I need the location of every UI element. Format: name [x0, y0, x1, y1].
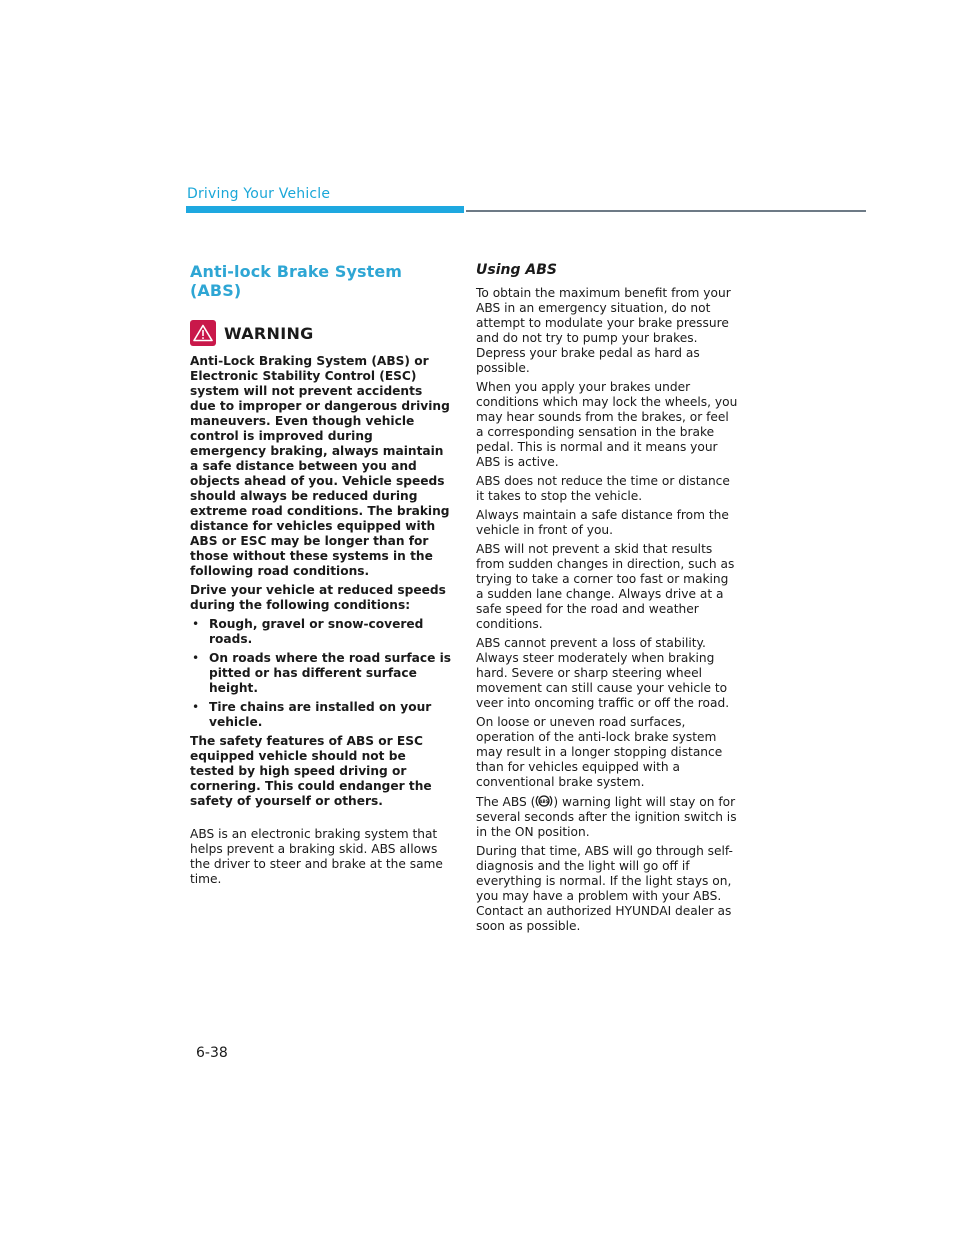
- header-accent-rule: [186, 206, 464, 213]
- abs-icon-text: ABS: [539, 798, 550, 804]
- section-title: Anti-lock Brake System (ABS): [190, 262, 403, 300]
- list-item: • Rough, gravel or snow-covered roads.: [190, 617, 452, 647]
- warning-label: WARNING: [224, 323, 314, 343]
- body-paragraph: ABS does not reduce the time or distance it takes to stop the vehicle.: [476, 474, 730, 503]
- body-paragraph: Always maintain a safe distance from the vehicle in front of you.: [476, 508, 729, 537]
- subsection-title: Using ABS: [476, 262, 557, 278]
- left-column: [190, 262, 452, 891]
- abs-warning-light-icon: [535, 794, 553, 808]
- page-number: 6-38: [196, 1045, 228, 1061]
- warning-icon: [190, 320, 216, 346]
- running-header: Driving Your Vehicle: [187, 186, 331, 202]
- abs-light-text-before: The ABS (: [476, 795, 536, 809]
- body-paragraph: On loose or uneven road surfaces, operation of the anti-lock brake system may result in a longer stopping distance than for vehicles equipped with a conventional brake system.: [476, 715, 723, 789]
- warning-header: [190, 320, 452, 346]
- warning-paragraph: The safety features of ABS or ESC equipped vehicle should not be tested by high speed driving or cornering. This could endanger the safety of yourself or others.: [190, 734, 432, 808]
- list-item: • Tire chains are installed on your vehicle.: [190, 700, 452, 730]
- body-paragraph: During that time, ABS will go through self-diagnosis and the light will go off if everything is normal. If the light stays on, you may have a problem with your ABS. Contact an authorized HYUNDAI dealer as soon as possible.: [476, 844, 733, 933]
- abs-light-paragraph: [476, 794, 738, 840]
- warning-paragraph: Drive your vehicle at reduced speeds during the following conditions:: [190, 583, 446, 612]
- body-paragraph: ABS will not prevent a skid that results from sudden changes in direction, such as trying to take a corner too fast or making a sudden lane change. Always drive at a safe speed for the road and weather conditions.: [476, 542, 735, 631]
- header-rule: [466, 210, 866, 212]
- body-paragraph: To obtain the maximum benefit from your ABS in an emergency situation, do not attempt to modulate your brake pressure and do not try to pump your brakes. Depress your brake pedal as hard as possible.: [476, 286, 731, 375]
- abs-light-text-after: ) warning light will stay on for several seconds after the ignition switch is in the ON position.: [476, 795, 737, 839]
- warning-condition-list: [190, 617, 452, 730]
- right-column: [476, 262, 738, 938]
- body-paragraph: ABS cannot prevent a loss of stability. Always steer moderately when braking hard. Severe or sharp steering wheel movement can still cause your vehicle to veer into oncoming traffic or off the road.: [476, 636, 730, 710]
- list-item: • On roads where the road surface is pitted or has different surface height.: [190, 651, 452, 696]
- warning-paragraph: Anti-Lock Braking System (ABS) or Electronic Stability Control (ESC) system will not prevent accidents due to improper or dangerous driving maneuvers. Even though vehicle control is improved during emergency braking, always maintain a safe distance between you and objects ahead of you. Vehicle speeds should always be reduced during extreme road conditions. The braking distance for vehicles equipped with ABS or ESC may be longer than for those without these systems in the following road conditions.: [190, 354, 450, 578]
- body-paragraph: When you apply your brakes under conditions which may lock the wheels, you may hear sounds from the brakes, or feel a corresponding sensation in the brake pedal. This is normal and it means your ABS is active.: [476, 380, 738, 469]
- body-paragraph: ABS is an electronic braking system that helps prevent a braking skid. ABS allows the driver to steer and brake at the same time.: [190, 827, 443, 886]
